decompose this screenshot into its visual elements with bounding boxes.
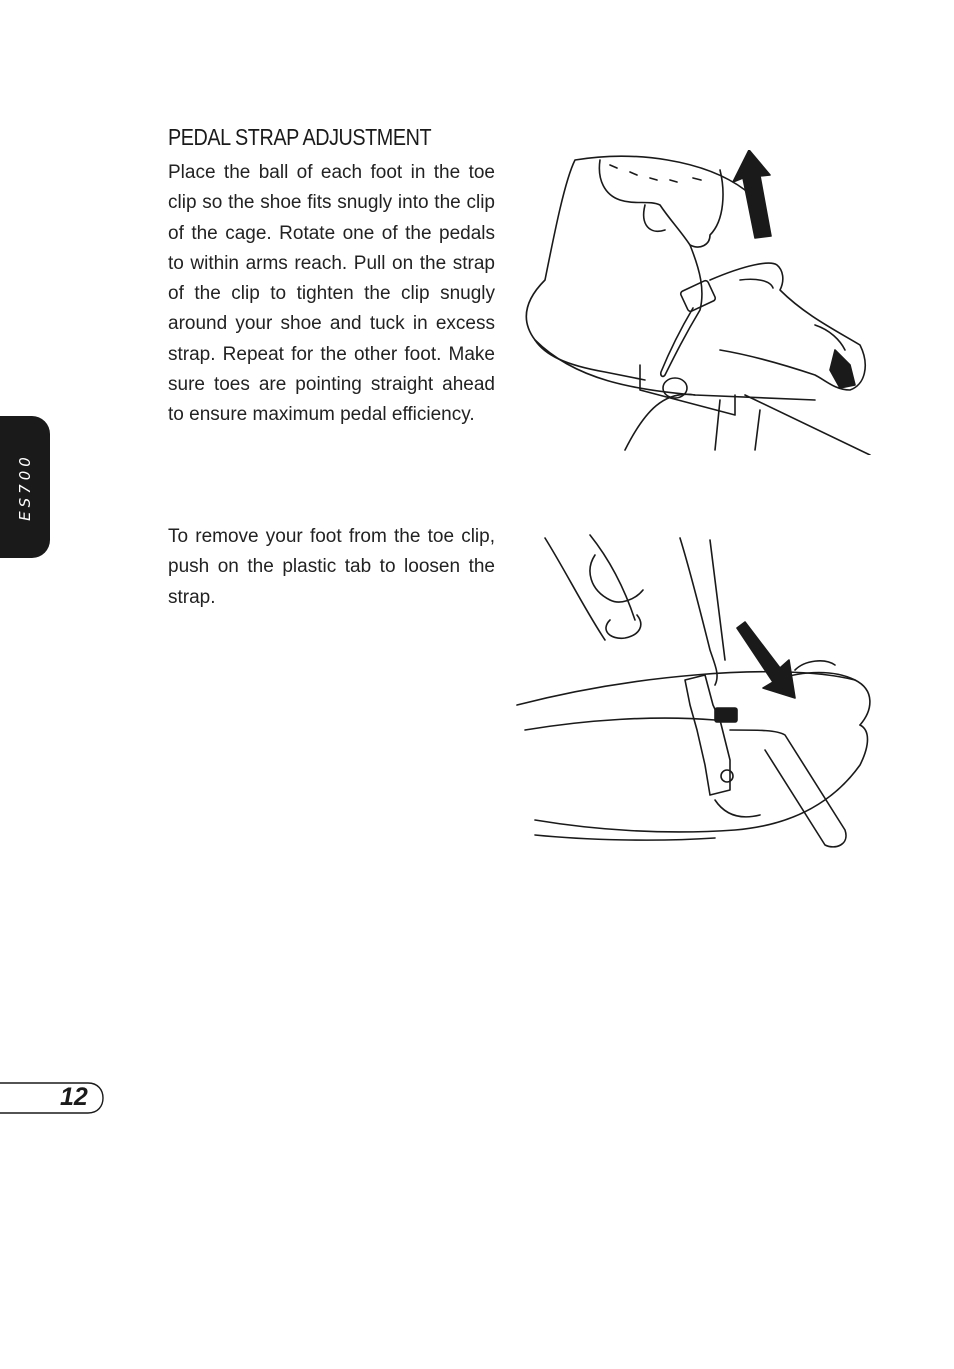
hand bbox=[590, 555, 643, 638]
buckle bbox=[685, 675, 730, 795]
buckle bbox=[680, 280, 716, 313]
instruction-paragraph-remove: To remove your foot from the toe clip, push on the plastic tab to loosen the strap. bbox=[168, 526, 495, 608]
page-number-frame bbox=[0, 1082, 104, 1114]
side-tab-label: ES700 bbox=[16, 453, 34, 521]
side-tab bbox=[0, 416, 50, 558]
hand bbox=[599, 160, 723, 247]
page-number: 12 bbox=[60, 1083, 88, 1111]
instruction-paragraph-tighten: Place the ball of each foot in the toe clip so the shoe fits snugly into the clip of the cage. Rotate one of the pedals to within arms reach. Pull on the strap of the clip to tighten the clip snugly around your shoe and tuck in excess strap. Repeat for the other foot. Make sure toes are pointing straight ahead to ensure maximum pedal efficiency. bbox=[168, 162, 495, 426]
up-arrow-icon bbox=[733, 150, 771, 238]
section-heading: PEDAL STRAP ADJUSTMENT bbox=[168, 124, 432, 150]
loosen-strap-illustration bbox=[515, 530, 875, 860]
down-right-arrow-icon bbox=[737, 622, 795, 698]
tighten-strap-illustration bbox=[515, 150, 875, 455]
strap bbox=[661, 245, 702, 376]
